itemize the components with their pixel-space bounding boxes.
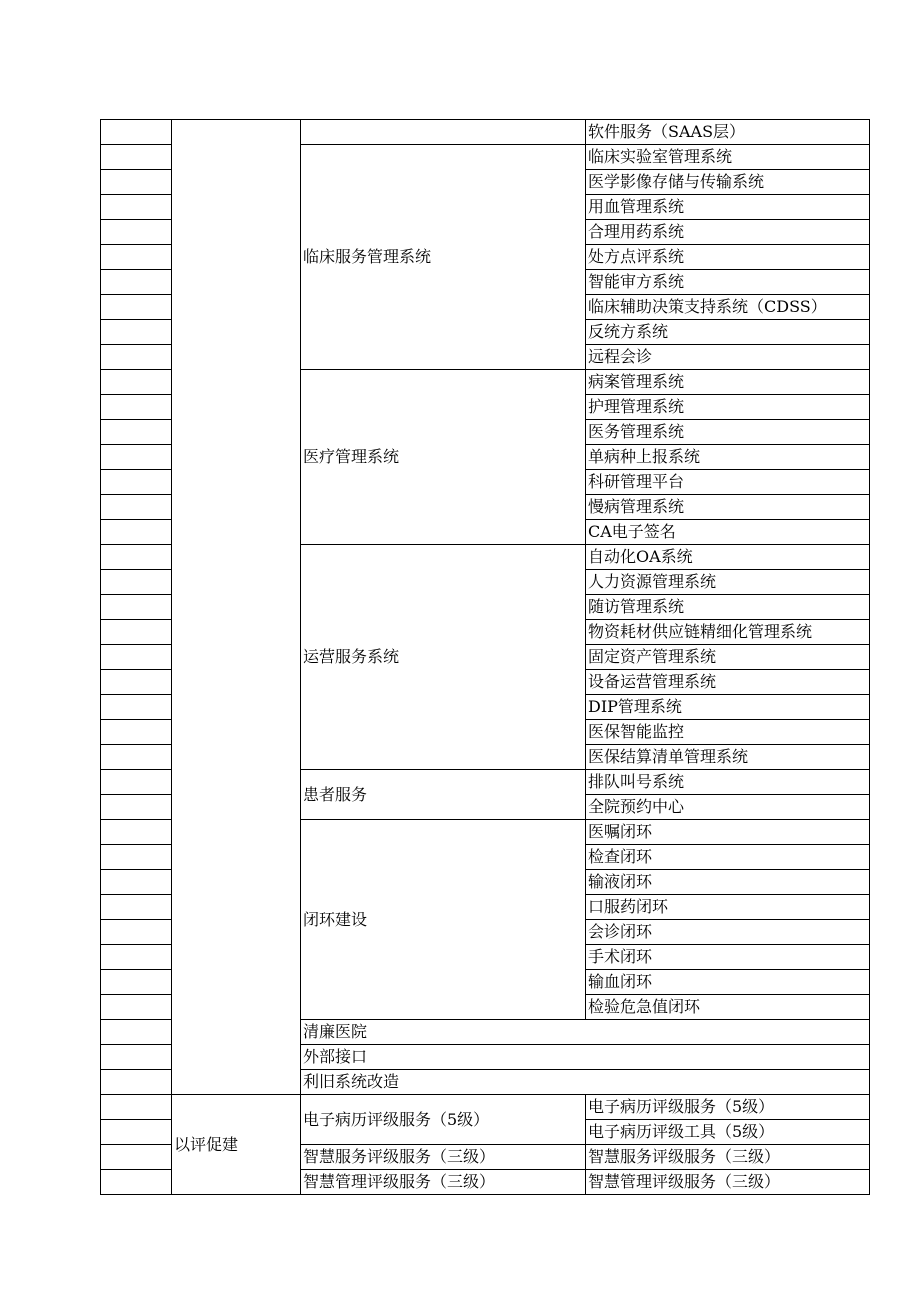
medical-item: 医务管理系统 bbox=[586, 420, 870, 445]
closed-loop-item: 会诊闭环 bbox=[586, 920, 870, 945]
emr-item: 电子病历评级工具（5级） bbox=[586, 1120, 870, 1145]
index-cell bbox=[101, 345, 172, 370]
index-cell bbox=[101, 1095, 172, 1120]
emr-label: 电子病历评级服务（5级） bbox=[301, 1095, 586, 1145]
emr-item: 电子病历评级服务（5级） bbox=[586, 1095, 870, 1120]
index-cell bbox=[101, 1170, 172, 1195]
medical-item: 慢病管理系统 bbox=[586, 495, 870, 520]
operation-item: 设备运营管理系统 bbox=[586, 670, 870, 695]
index-cell bbox=[101, 1045, 172, 1070]
patient-item: 排队叫号系统 bbox=[586, 770, 870, 795]
medical-group-label: 医疗管理系统 bbox=[301, 370, 586, 545]
index-cell bbox=[101, 1120, 172, 1145]
closed-loop-item: 输血闭环 bbox=[586, 970, 870, 995]
clinical-item: 医学影像存储与传输系统 bbox=[586, 170, 870, 195]
index-cell bbox=[101, 745, 172, 770]
smart-service-item: 智慧服务评级服务（三级） bbox=[586, 1145, 870, 1170]
index-cell bbox=[101, 295, 172, 320]
index-cell bbox=[101, 370, 172, 395]
evaluation-category: 以评促建 bbox=[172, 1095, 301, 1195]
closed-loop-item: 口服药闭环 bbox=[586, 895, 870, 920]
category-cell-main bbox=[172, 120, 301, 1095]
index-cell bbox=[101, 845, 172, 870]
operation-group-label: 运营服务系统 bbox=[301, 545, 586, 770]
index-cell bbox=[101, 995, 172, 1020]
index-cell bbox=[101, 970, 172, 995]
clinical-item: 反统方系统 bbox=[586, 320, 870, 345]
medical-item: 病案管理系统 bbox=[586, 370, 870, 395]
medical-item: 科研管理平台 bbox=[586, 470, 870, 495]
operation-item: 医保智能监控 bbox=[586, 720, 870, 745]
smart-service-label: 智慧服务评级服务（三级） bbox=[301, 1145, 586, 1170]
clinical-item: 远程会诊 bbox=[586, 345, 870, 370]
single-item: 清廉医院 bbox=[301, 1020, 870, 1045]
software-layer-label: 软件服务（SAAS层） bbox=[586, 120, 870, 145]
index-cell bbox=[101, 420, 172, 445]
operation-item: 物资耗材供应链精细化管理系统 bbox=[586, 620, 870, 645]
index-cell bbox=[101, 270, 172, 295]
clinical-item: 合理用药系统 bbox=[586, 220, 870, 245]
index-cell bbox=[101, 595, 172, 620]
index-cell bbox=[101, 545, 172, 570]
closed-loop-item: 医嘱闭环 bbox=[586, 820, 870, 845]
index-cell bbox=[101, 220, 172, 245]
index-cell bbox=[101, 120, 172, 145]
index-cell bbox=[101, 795, 172, 820]
medical-item: 护理管理系统 bbox=[586, 395, 870, 420]
clinical-group-label: 临床服务管理系统 bbox=[301, 145, 586, 370]
smart-manage-label: 智慧管理评级服务（三级） bbox=[301, 1170, 586, 1195]
medical-item: CA电子签名 bbox=[586, 520, 870, 545]
index-cell bbox=[101, 770, 172, 795]
index-cell bbox=[101, 170, 172, 195]
index-cell bbox=[101, 470, 172, 495]
clinical-item: 用血管理系统 bbox=[586, 195, 870, 220]
index-cell bbox=[101, 895, 172, 920]
table-row bbox=[101, 120, 870, 145]
index-cell bbox=[101, 395, 172, 420]
index-cell bbox=[101, 245, 172, 270]
index-cell bbox=[101, 195, 172, 220]
index-cell bbox=[101, 495, 172, 520]
operation-item: 人力资源管理系统 bbox=[586, 570, 870, 595]
closed-loop-item: 输液闭环 bbox=[586, 870, 870, 895]
index-cell bbox=[101, 920, 172, 945]
index-cell bbox=[101, 695, 172, 720]
clinical-item: 智能审方系统 bbox=[586, 270, 870, 295]
clinical-item: 处方点评系统 bbox=[586, 245, 870, 270]
table-row bbox=[101, 1095, 870, 1120]
system-table-body bbox=[101, 120, 870, 1195]
medical-item: 单病种上报系统 bbox=[586, 445, 870, 470]
subsystem-cell bbox=[301, 120, 586, 145]
single-item: 外部接口 bbox=[301, 1045, 870, 1070]
operation-item: 自动化OA系统 bbox=[586, 545, 870, 570]
closed-loop-item: 检验危急值闭环 bbox=[586, 995, 870, 1020]
operation-item: DIP管理系统 bbox=[586, 695, 870, 720]
patient-group-label: 患者服务 bbox=[301, 770, 586, 820]
operation-item: 随访管理系统 bbox=[586, 595, 870, 620]
index-cell bbox=[101, 1020, 172, 1045]
closed-loop-item: 手术闭环 bbox=[586, 945, 870, 970]
index-cell bbox=[101, 520, 172, 545]
clinical-item: 临床辅助决策支持系统（CDSS） bbox=[586, 295, 870, 320]
operation-item: 医保结算清单管理系统 bbox=[586, 745, 870, 770]
operation-item: 固定资产管理系统 bbox=[586, 645, 870, 670]
clinical-item: 临床实验室管理系统 bbox=[586, 145, 870, 170]
index-cell bbox=[101, 1070, 172, 1095]
closed-loop-item: 检查闭环 bbox=[586, 845, 870, 870]
system-table bbox=[100, 119, 870, 1195]
index-cell bbox=[101, 945, 172, 970]
index-cell bbox=[101, 570, 172, 595]
index-cell bbox=[101, 870, 172, 895]
index-cell bbox=[101, 1145, 172, 1170]
closed-loop-group-label: 闭环建设 bbox=[301, 820, 586, 1020]
index-cell bbox=[101, 320, 172, 345]
smart-manage-item: 智慧管理评级服务（三级） bbox=[586, 1170, 870, 1195]
single-item: 利旧系统改造 bbox=[301, 1070, 870, 1095]
index-cell bbox=[101, 445, 172, 470]
index-cell bbox=[101, 820, 172, 845]
index-cell bbox=[101, 645, 172, 670]
index-cell bbox=[101, 720, 172, 745]
patient-item: 全院预约中心 bbox=[586, 795, 870, 820]
index-cell bbox=[101, 620, 172, 645]
index-cell bbox=[101, 145, 172, 170]
index-cell bbox=[101, 670, 172, 695]
